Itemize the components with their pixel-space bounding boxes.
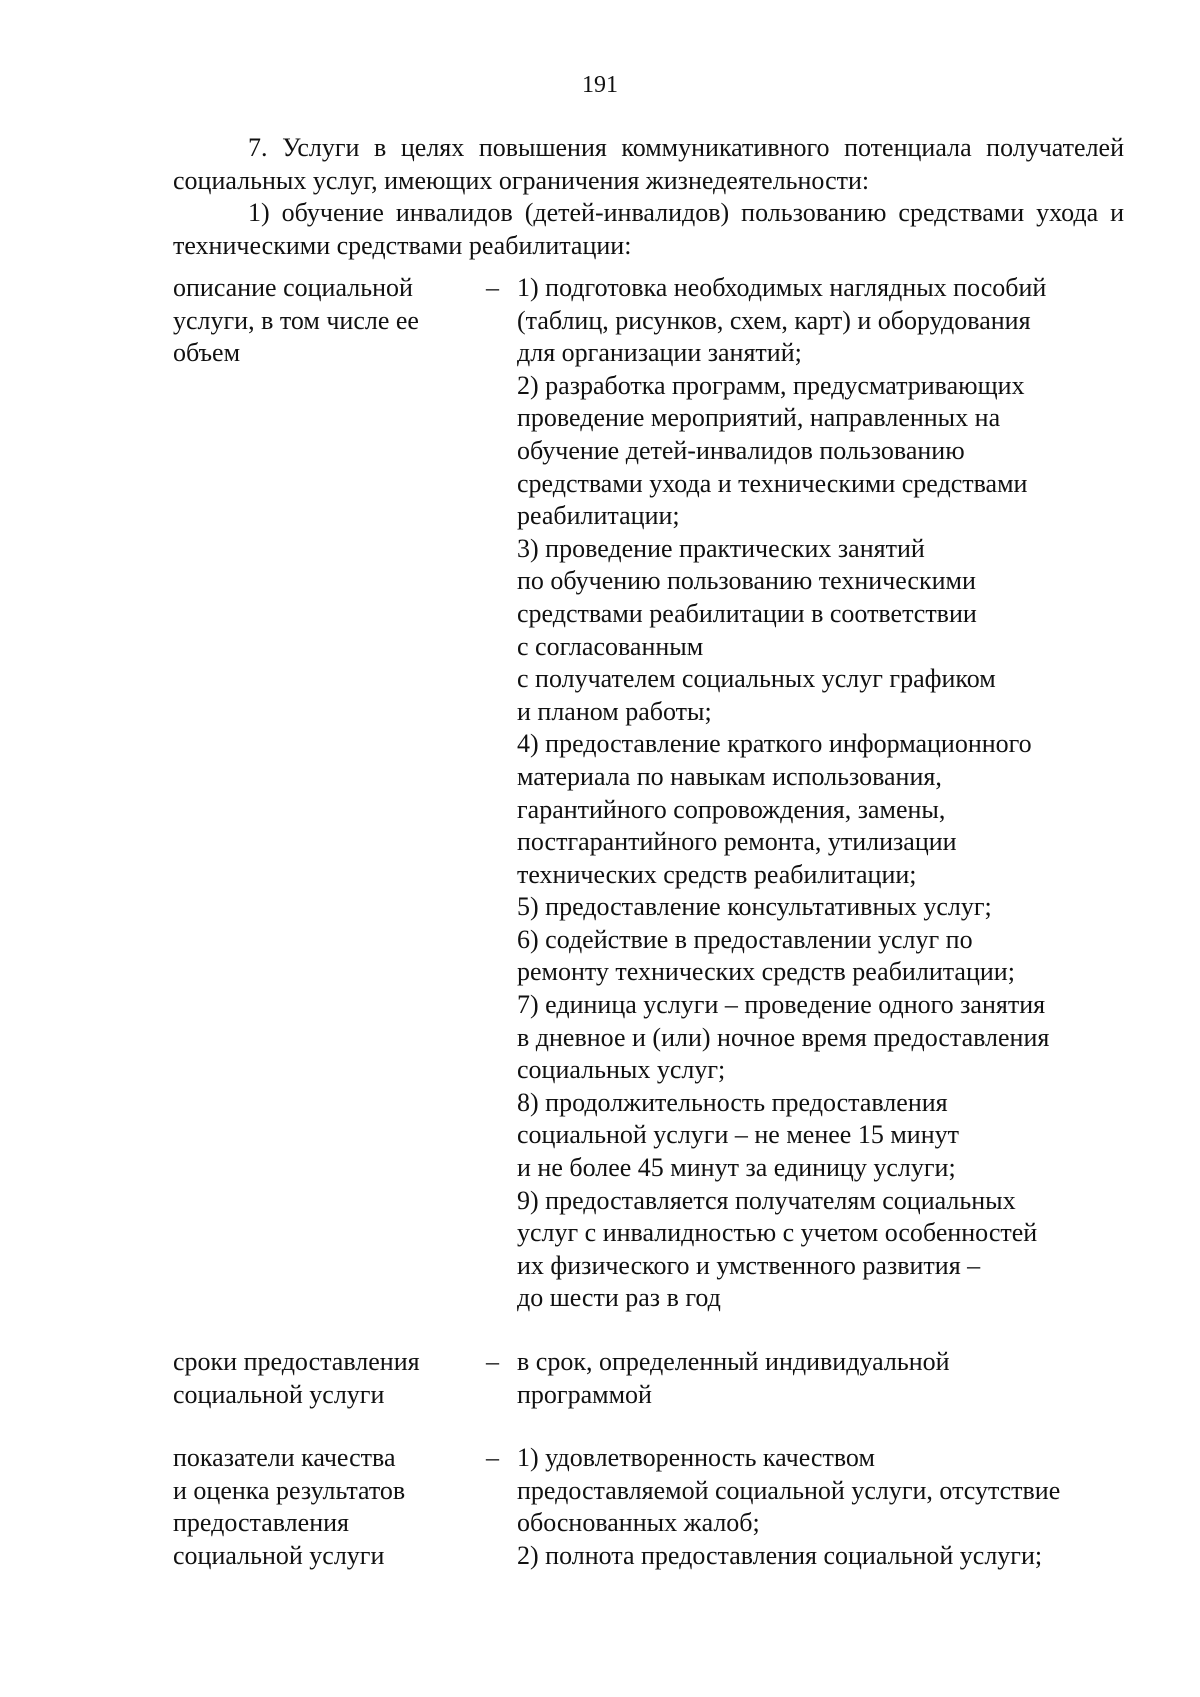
label-line: социальной услуги [173, 1379, 385, 1409]
value-line: их физического и умственного развития – [517, 1250, 981, 1280]
value-line: 1) удовлетворенность качеством [517, 1443, 875, 1472]
label-line: социальной услуги [173, 1540, 385, 1570]
page-number: 191 [582, 72, 618, 98]
label-line: сроки предоставления [173, 1347, 420, 1376]
value-line: 9) предоставляется получателям социальных [517, 1185, 1016, 1215]
section-heading: 7. Услуги в целях повышения коммуникативного потенциала получателей социальных услуг, имеющих ограничения жизнедеятельности: [173, 133, 1124, 195]
value-line: обоснованных жалоб; [517, 1508, 760, 1538]
value-line: проведение мероприятий, направленных на [517, 403, 1001, 433]
value-line: материала по навыкам использования, [517, 761, 942, 791]
row-value [517, 1442, 1177, 1572]
value-line: и не более 45 минут за единицу услуги; [517, 1153, 956, 1183]
value-line: 6) содействие в предоставлении услуг по [517, 924, 973, 954]
row-dash: – [486, 1347, 499, 1376]
value-line: 5) предоставление консультативных услуг; [517, 892, 992, 922]
value-line: услуг с инвалидностью с учетом особенностей [517, 1218, 1038, 1248]
row-quality-indicators [173, 1442, 1124, 1577]
value-line: средствами ухода и техническими средствами [517, 468, 1028, 498]
value-line: реабилитации; [517, 501, 680, 531]
value-line: 8) продолжительность предоставления [517, 1087, 948, 1117]
value-line: и планом работы; [517, 696, 712, 726]
row-dash: – [486, 273, 499, 302]
row-label [173, 272, 473, 370]
intro-block [173, 132, 1124, 262]
value-line: социальных услуг; [517, 1055, 726, 1085]
value-line: (таблиц, рисунков, схем, карт) и оборудования [517, 305, 1031, 335]
label-line: услуги, в том числе ее [173, 305, 419, 335]
value-line: социальной услуги – не менее 15 минут [517, 1120, 959, 1150]
label-line: объем [173, 338, 241, 368]
subsection-heading: 1) обучение инвалидов (детей-инвалидов) пользованию средствами ухода и техническими средствами реабилитации: [173, 198, 1124, 260]
row-value [517, 1346, 1177, 1411]
value-line: 1) подготовка необходимых наглядных пособий [517, 273, 1047, 302]
value-line: предоставляемой социальной услуги, отсутствие [517, 1475, 1061, 1505]
value-line: 4) предоставление краткого информационного [517, 729, 1032, 759]
label-line: показатели качества [173, 1443, 396, 1472]
value-line: технических средств реабилитации; [517, 859, 917, 889]
value-line: до шести раз в год [517, 1283, 721, 1313]
row-label [173, 1442, 473, 1572]
row-service-terms [173, 1346, 1124, 1416]
value-line: по обучению пользованию техническими [517, 566, 976, 596]
value-line: программой [517, 1379, 652, 1409]
value-line: с согласованным [517, 631, 704, 661]
value-line: 3) проведение практических занятий [517, 533, 925, 563]
value-line: в срок, определенный индивидуальной [517, 1347, 950, 1376]
row-service-description [173, 272, 1124, 1317]
label-line: описание социальной [173, 273, 413, 302]
value-line: гарантийного сопровождения, замены, [517, 794, 946, 824]
value-line: средствами реабилитации в соответствии [517, 598, 977, 628]
row-label [173, 1346, 473, 1411]
label-line: предоставления [173, 1508, 349, 1538]
value-line: обучение детей-инвалидов пользованию [517, 435, 965, 465]
row-value [517, 272, 1177, 1315]
row-dash: – [486, 1443, 499, 1472]
value-line: 2) разработка программ, предусматривающих [517, 370, 1025, 400]
value-line: для организации занятий; [517, 338, 802, 368]
value-line: в дневное и (или) ночное время предоставления [517, 1022, 1050, 1052]
value-line: 2) полнота предоставления социальной услуги; [517, 1540, 1043, 1570]
label-line: и оценка результатов [173, 1475, 406, 1505]
value-line: постгарантийного ремонта, утилизации [517, 827, 957, 857]
value-line: с получателем социальных услуг графиком [517, 664, 996, 694]
value-line: 7) единица услуги – проведение одного занятия [517, 990, 1046, 1020]
value-line: ремонту технических средств реабилитации; [517, 957, 1015, 987]
